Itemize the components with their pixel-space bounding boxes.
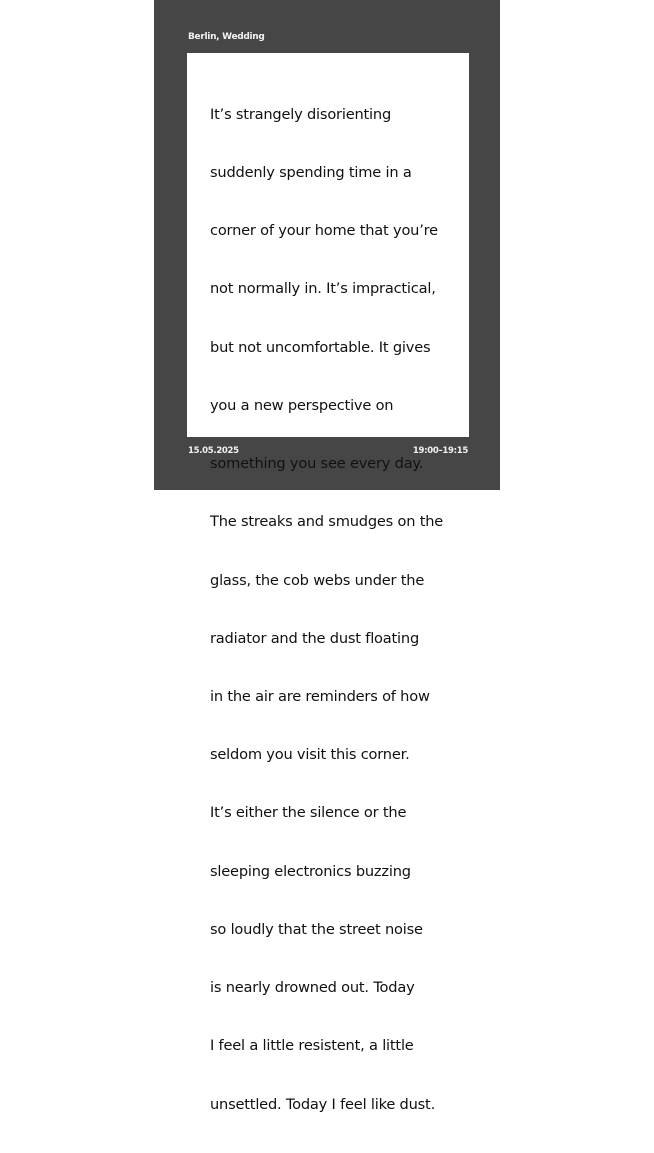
location-label: Berlin, Wedding (188, 32, 265, 42)
text-line: sleeping electronics buzzing (210, 862, 411, 880)
text-line: suddenly spending time in a (210, 164, 412, 182)
text-line: not normally in. It’s impractical, (210, 280, 436, 298)
poster (154, 0, 500, 1113)
text-line: in the air are reminders of how (210, 688, 430, 705)
text-line: glass, the cob webs under the (210, 571, 425, 589)
text-line: seldom you visit this corner. (210, 746, 410, 764)
text-line: I feel a little resistent, a little (210, 1037, 414, 1055)
text-line: something you see every day. (210, 455, 424, 473)
text-line: radiator and the dust floating (210, 629, 420, 647)
text-line: but not uncomfortable. It gives (210, 338, 431, 356)
time-label: 19:00–19:15 (412, 446, 468, 456)
body-text (210, 66, 465, 1153)
text-line: corner of your home that you’re (210, 222, 438, 240)
text-line: It’s either the silence or the (210, 804, 407, 822)
text-line: It’s strangely disorienting (210, 105, 392, 123)
text-line: unsettled. Today I feel like dust. (210, 1095, 436, 1113)
text-line: so loudly that the street noise (210, 920, 423, 938)
text-line: you a new perspective on (210, 396, 394, 414)
text-line: is nearly drowned out. Today (210, 979, 415, 997)
date-label: 15.05.2025 (188, 446, 239, 456)
text-line: The streaks and smudges on the (210, 513, 444, 531)
